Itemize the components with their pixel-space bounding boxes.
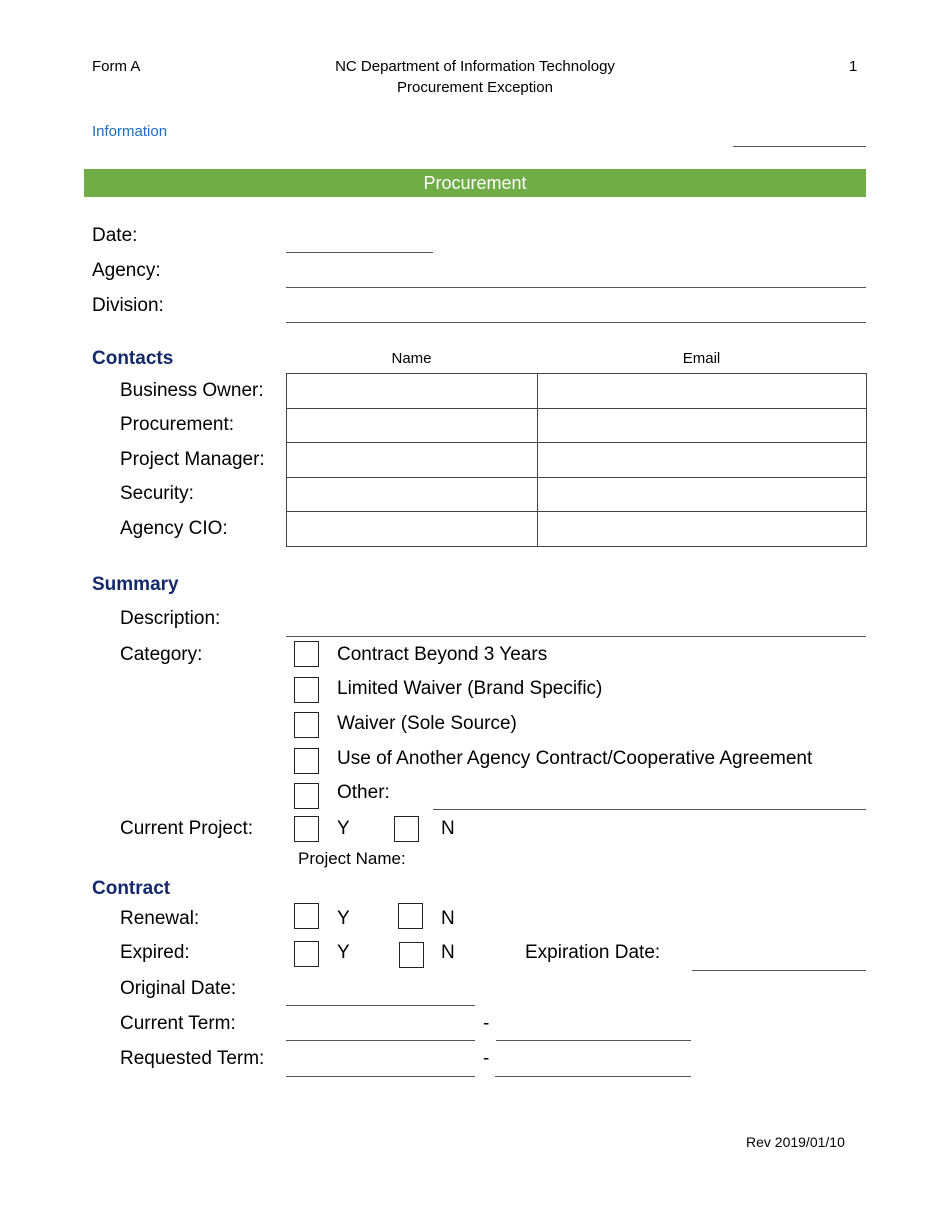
page-number: 1	[849, 58, 858, 75]
division-field[interactable]	[286, 322, 866, 323]
category-option-label: Use of Another Agency Contract/Cooperative Agreement	[337, 748, 813, 769]
form-subtitle: Procurement Exception	[397, 79, 553, 96]
agency-cio-name-cell[interactable]	[287, 512, 538, 547]
term-dash: -	[483, 1013, 490, 1034]
section-banner: Procurement	[84, 169, 866, 197]
category-label: Category:	[120, 644, 203, 665]
email-column-header: Email	[682, 350, 721, 367]
project-manager-name-cell[interactable]	[287, 443, 538, 478]
agency-label: Agency:	[92, 260, 161, 281]
form-label: Form A	[92, 58, 141, 75]
renewal-no-checkbox[interactable]	[398, 903, 423, 929]
category-checkbox-sole-source[interactable]	[294, 712, 319, 738]
category-checkbox-contract-beyond[interactable]	[294, 641, 319, 667]
category-option-label: Waiver (Sole Source)	[337, 713, 517, 734]
division-label: Division:	[92, 295, 164, 316]
term-dash: -	[483, 1048, 490, 1069]
security-name-cell[interactable]	[287, 477, 538, 512]
category-option-label: Limited Waiver (Brand Specific)	[337, 678, 603, 699]
department-name: NC Department of Information Technology	[335, 58, 615, 75]
table-row	[287, 408, 867, 443]
other-field[interactable]	[433, 809, 866, 810]
name-column-header: Name	[391, 350, 432, 367]
summary-heading: Summary	[92, 574, 179, 595]
procurement-email-cell[interactable]	[538, 408, 867, 443]
yes-label: Y	[337, 908, 350, 929]
no-label: N	[441, 942, 455, 963]
agency-field[interactable]	[286, 287, 866, 288]
requested-term-start-field[interactable]	[286, 1076, 475, 1077]
table-row	[287, 477, 867, 512]
project-manager-label: Project Manager:	[120, 449, 265, 470]
agency-cio-email-cell[interactable]	[538, 512, 867, 547]
current-project-no-checkbox[interactable]	[394, 816, 419, 842]
contacts-table	[286, 373, 867, 547]
description-field[interactable]	[286, 636, 866, 637]
contacts-heading: Contacts	[92, 348, 174, 369]
yes-label: Y	[337, 818, 350, 839]
original-date-label: Original Date:	[120, 978, 237, 999]
expiration-date-field[interactable]	[692, 970, 866, 971]
expired-label: Expired:	[120, 942, 190, 963]
security-label: Security:	[120, 483, 194, 504]
agency-cio-label: Agency CIO:	[120, 518, 228, 539]
expired-yes-checkbox[interactable]	[294, 941, 319, 967]
category-checkbox-limited-waiver[interactable]	[294, 677, 319, 703]
description-label: Description:	[120, 608, 221, 629]
current-project-yes-checkbox[interactable]	[294, 816, 319, 842]
date-field[interactable]	[286, 252, 433, 253]
current-project-label: Current Project:	[120, 818, 254, 839]
category-checkbox-another-agency[interactable]	[294, 748, 319, 774]
original-date-field[interactable]	[286, 1005, 475, 1006]
current-term-end-field[interactable]	[496, 1040, 691, 1041]
category-checkbox-other[interactable]	[294, 783, 319, 809]
page-header	[250, 56, 700, 98]
date-label: Date:	[92, 225, 138, 246]
table-row	[287, 512, 867, 547]
renewal-yes-checkbox[interactable]	[294, 903, 319, 929]
security-email-cell[interactable]	[538, 477, 867, 512]
revision-label: Rev 2019/01/10	[746, 1134, 845, 1150]
category-option-label: Contract Beyond 3 Years	[337, 644, 548, 665]
no-label: N	[441, 818, 455, 839]
expired-no-checkbox[interactable]	[399, 942, 424, 968]
info-line	[733, 146, 866, 147]
info-label: Information	[92, 123, 168, 140]
renewal-label: Renewal:	[120, 908, 200, 929]
business-owner-name-cell[interactable]	[287, 374, 538, 409]
project-manager-email-cell[interactable]	[538, 443, 867, 478]
expiration-date-label: Expiration Date:	[525, 942, 661, 963]
business-owner-label: Business Owner:	[120, 380, 264, 401]
current-term-start-field[interactable]	[286, 1040, 475, 1041]
requested-term-label: Requested Term:	[120, 1048, 265, 1069]
table-row	[287, 443, 867, 478]
yes-label: Y	[337, 942, 350, 963]
requested-term-end-field[interactable]	[495, 1076, 691, 1077]
table-row	[287, 374, 867, 409]
category-option-label: Other:	[337, 782, 390, 803]
procurement-name-cell[interactable]	[287, 408, 538, 443]
procurement-contact-label: Procurement:	[120, 414, 235, 435]
current-term-label: Current Term:	[120, 1013, 236, 1034]
project-name-label: Project Name:	[298, 849, 406, 868]
contract-heading: Contract	[92, 878, 171, 899]
no-label: N	[441, 908, 455, 929]
business-owner-email-cell[interactable]	[538, 374, 867, 409]
